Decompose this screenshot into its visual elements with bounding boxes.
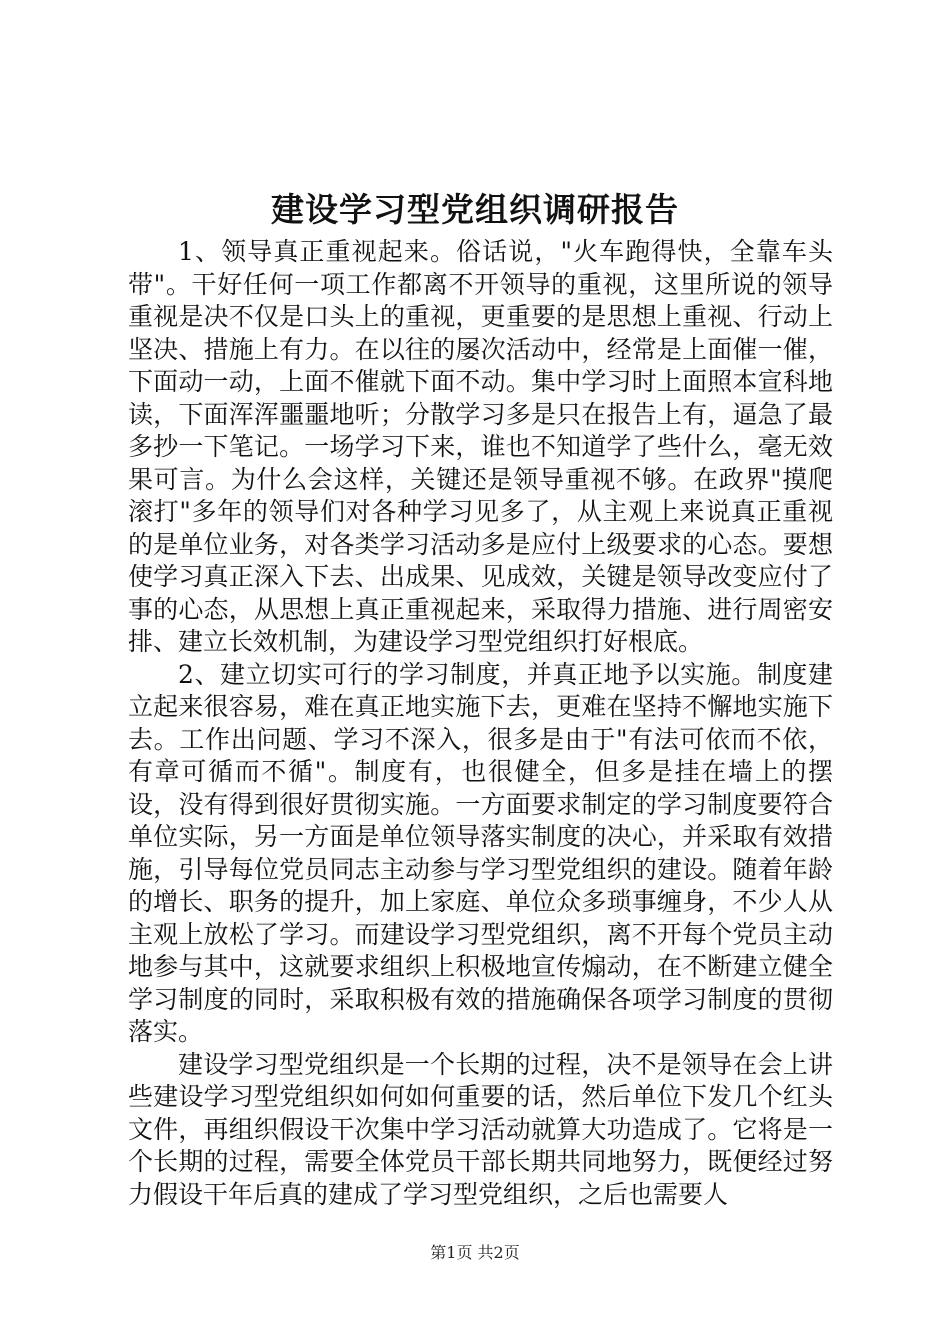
paragraph-1: 1、领导真正重视起来。俗话说，"火车跑得快，全靠车头带"。干好任何一项工作都离不开领导的重视，这里所说的领导重视是决不仅是口头上的重视，更重要的是思想上重视、行动上坚决、措施上有力。在以往的屡次活动中，经常是上面催一催，下面动一动，上面不催就下面不动。集中学习时上面照本宣科地读，下面浑浑噩噩地听；分散学习多是只在报告上有，逼急了最多抄一下笔记。一场学习下来，谁也不知道学了些什么，毫无效果可言。为什么会这样，关键还是领导重视不够。在政界"摸爬滚打"多年的领导们对各种学习见多了，从主观上来说真正重视的是单位业务，对各类学习活动多是应付上级要求的心态。要想使学习真正深入下去、出成果、见成效，关键是领导改变应付了事的心态，从思想上真正重视起来，采取得力措施、进行周密安排、建立长效机制，为建设学习型党组织打好根底。 — [128, 237, 833, 656]
paragraph-2: 2、建立切实可行的学习制度，并真正地予以实施。制度建立起来很容易，难在真正地实施下去，更难在坚持不懈地实施下去。工作出问题、学习不深入，很多是由于"有法可依而不依，有章可循而不循"。制度有，也很健全，但多是挂在墙上的摆设，没有得到很好贯彻实施。一方面要求制定的学习制度要符合单位实际，另一方面是单位领导落实制度的决心，并采取有效措施，引导每位党员同志主动参与学习型党组织的建设。随着年龄的增长、职务的提升，加上家庭、单位众多琐事缠身，不少人从主观上放松了学习。而建设学习型党组织，离不开每个党员主动地参与其中，这就要求组织上积极地宣传煽动，在不断建立健全学习制度的同时，采取积极有效的措施确保各项学习制度的贯彻落实。 — [128, 659, 833, 1046]
document-body — [128, 236, 833, 1211]
document-title: 建设学习型党组织调研报告 — [271, 190, 679, 229]
paragraph-3: 建设学习型党组织是一个长期的过程，决不是领导在会上讲些建设学习型党组织如何如何重要的话，然后单位下发几个红头文件，再组织假设干次集中学习活动就算大功造成了。它将是一个长期的过程，需要全体党员干部长期共同地努力，既便经过努力假设干年后真的建成了学习型党组织，之后也需要人 — [128, 1049, 833, 1209]
page-number-footer: 第1页 共2页 — [430, 1243, 520, 1262]
